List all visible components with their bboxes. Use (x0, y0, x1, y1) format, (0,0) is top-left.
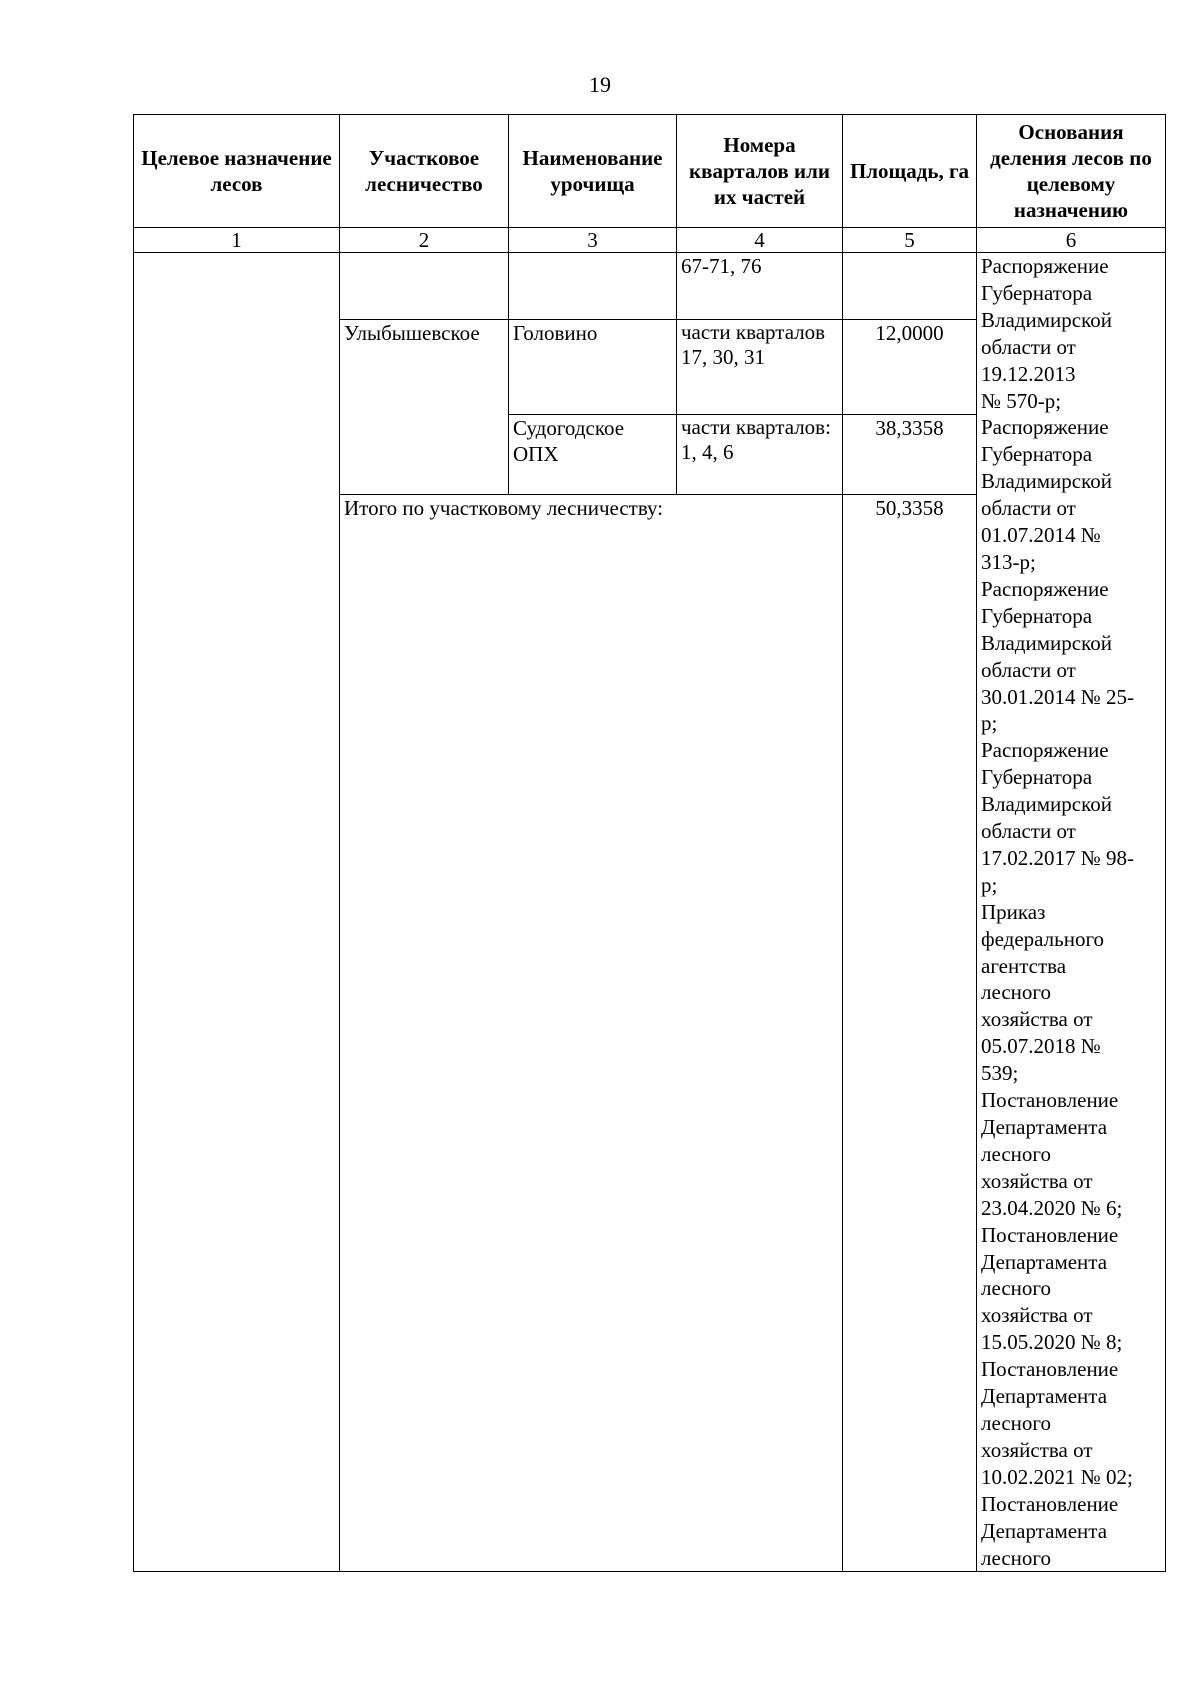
forestry-cell-empty (340, 253, 509, 320)
column-number: 5 (843, 228, 977, 253)
tract-cell-empty (509, 253, 677, 320)
quarters-cell: 67-71, 76 (677, 253, 843, 320)
tract-name-cell: Судогодское ОПХ (509, 415, 677, 495)
total-label-cell: Итого по участковому лесничеству: (340, 495, 843, 1572)
header-quarters: Номера кварталов или их частей (677, 115, 843, 228)
basis-cell: Распоряжение Губернатора Владимирской области от 19.12.2013 № 570-р; Распоряжение Губернатора Владимирской области от 01.07.2014 № 313-р; Распоряжение Губернатора Владимирской области от 30.01.2014 № 25- р; Распоряжение Губернатора Владимирской области от 17.02.2017 № 98- р; Приказ федерального агентства лесного хозяйства от 05.07.2018 № 539; Постановление Департамента лесного хозяйства от 23.04.2020 № 6; Постановление Департамента лесного хозяйства от 15.05.2020 № 8; Постановление Департамента лесного хозяйства от 10.02.2021 № 02; Постановление Департамента лесного (977, 253, 1166, 1572)
page-number: 19 (589, 72, 611, 97)
column-number: 1 (134, 228, 340, 253)
header-basis: Основания деления лесов по целевому назначению (977, 115, 1166, 228)
area-cell: 12,0000 (843, 320, 977, 415)
column-number: 4 (677, 228, 843, 253)
column-number: 2 (340, 228, 509, 253)
area-cell-empty (843, 253, 977, 320)
quarters-cell: части кварталов 17, 30, 31 (677, 320, 843, 415)
header-tract: Наименование урочища (509, 115, 677, 228)
header-forestry: Участковое лесничество (340, 115, 509, 228)
purpose-cell (134, 253, 340, 1572)
forestry-name-cell: Улыбышевское (340, 320, 509, 495)
forest-division-table (133, 114, 1166, 1572)
table-row (134, 253, 1166, 320)
column-number: 3 (509, 228, 677, 253)
table-header-row (134, 115, 1166, 228)
tract-name-cell: Головино (509, 320, 677, 415)
quarters-cell: части кварталов: 1, 4, 6 (677, 415, 843, 495)
column-number: 6 (977, 228, 1166, 253)
area-cell: 38,3358 (843, 415, 977, 495)
header-area: Площадь, га (843, 115, 977, 228)
column-number-row (134, 228, 1166, 253)
total-area-cell: 50,3358 (843, 495, 977, 1572)
header-purpose: Целевое назначение лесов (134, 115, 340, 228)
